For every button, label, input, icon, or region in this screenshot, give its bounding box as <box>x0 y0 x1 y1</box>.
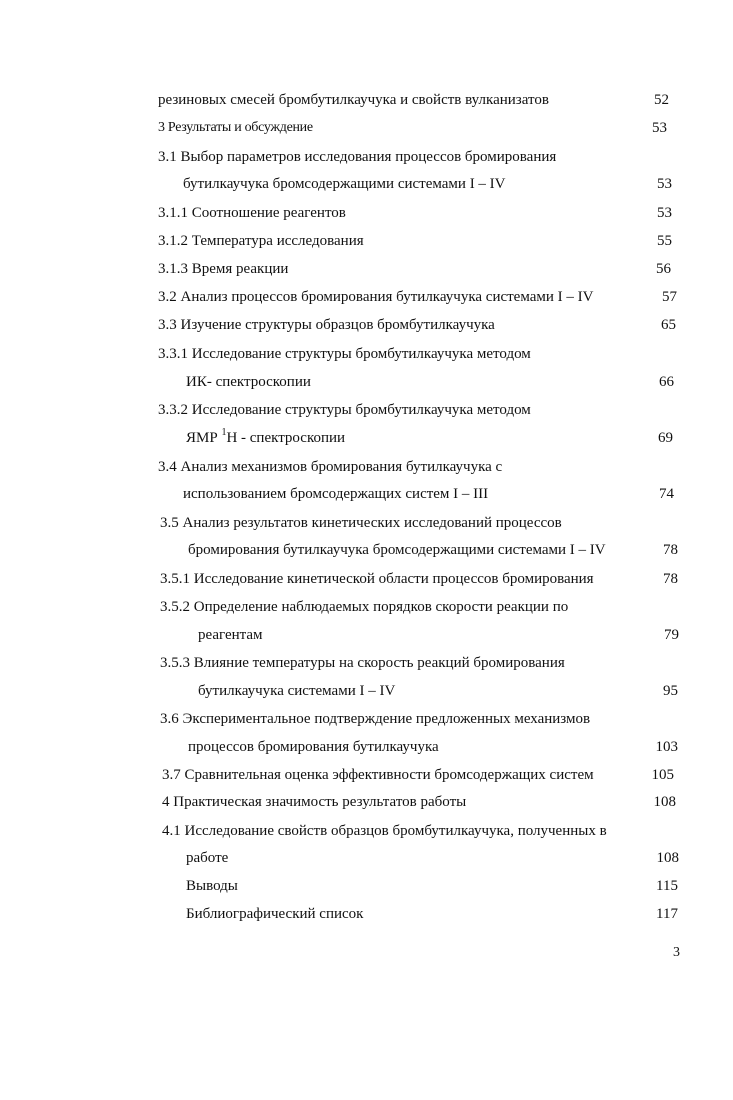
toc-entry-text: 3.5.1 Исследование кинетической области процессов бромирования <box>160 571 594 587</box>
toc-entry-page: 78 <box>663 571 678 587</box>
toc-entry-superscript: 1 <box>221 427 227 438</box>
toc-entry-text: 3.2 Анализ процессов бромирования бутилкаучука системами I – IV <box>158 289 594 305</box>
toc-entry-text: 3.5 Анализ результатов кинетических исследований процессов <box>160 515 562 531</box>
toc-entry-text: 3.1.1 Соотношение реагентов <box>158 205 346 221</box>
toc-entry-page: 115 <box>656 878 678 894</box>
toc-entry <box>0 623 733 647</box>
toc-entry <box>0 172 733 196</box>
toc-entry-text: 3.3.1 Исследование структуры бромбутилкаучука методом <box>158 346 531 362</box>
toc-entry-text: реагентам <box>198 627 263 643</box>
toc-entry-text: Выводы <box>186 878 238 894</box>
toc-entry <box>0 874 733 898</box>
toc-entry-text: бромирования бутилкаучука бромсодержащими системами I – IV <box>188 542 606 558</box>
toc-entry-text: 3.1.3 Время реакции <box>158 261 289 277</box>
toc-entry-text: работе <box>186 850 229 866</box>
toc-entry <box>0 482 733 506</box>
toc-entry-text: 3.3.2 Исследование структуры бромбутилкаучука методом <box>158 402 531 418</box>
toc-entry <box>0 511 733 535</box>
toc-entry-page: 52 <box>654 92 669 108</box>
toc-entry-page: 65 <box>661 317 676 333</box>
toc-entry <box>0 229 733 253</box>
toc-entry <box>0 679 733 703</box>
toc-entry <box>0 88 733 112</box>
toc-entry-text: ИК- спектроскопии <box>186 374 311 390</box>
toc-entry <box>0 819 733 843</box>
toc-entry-text: бутилкаучука системами I – IV <box>198 683 396 699</box>
toc-entry-page: 79 <box>664 627 679 643</box>
toc-entry-text: бутилкаучука бромсодержащими системами I – IV <box>183 176 506 192</box>
toc-entry <box>0 651 733 675</box>
toc-entry-page: 53 <box>657 205 672 221</box>
toc-entry-page: 56 <box>656 261 671 277</box>
toc-entry-text: 3.1.2 Температура исследования <box>158 233 364 249</box>
toc-entry-text: 3.4 Анализ механизмов бромирования бутилкаучука с <box>158 459 503 475</box>
toc-entry <box>0 595 733 619</box>
toc-entry-text-prefix: ЯМР <box>186 430 222 446</box>
toc-entry-text <box>186 426 345 450</box>
toc-entry-text: резиновых смесей бромбутилкаучука и свойств вулканизатов <box>158 92 549 108</box>
toc-entry-page: 69 <box>658 430 673 446</box>
toc-entry-page: 95 <box>663 683 678 699</box>
toc-entry-text: процессов бромирования бутилкаучука <box>188 739 439 755</box>
toc-entry-text: 3.5.2 Определение наблюдаемых порядков скорости реакции по <box>160 599 569 615</box>
toc-entry <box>0 426 733 450</box>
toc-entry <box>0 790 733 814</box>
toc-entry-text: использованием бромсодержащих систем I – III <box>183 486 489 502</box>
toc-entry-text: 3.3 Изучение структуры образцов бромбутилкаучука <box>158 317 495 333</box>
page-number: 3 <box>673 945 680 960</box>
toc-entry-page: 117 <box>656 906 678 922</box>
toc-entry-text: 3.6 Экспериментальное подтверждение предложенных механизмов <box>160 711 591 727</box>
toc-entry-text: Библиографический список <box>186 906 364 922</box>
toc-entry <box>0 342 733 366</box>
toc-entry-page: 53 <box>652 120 667 136</box>
toc-entry <box>0 313 733 337</box>
toc-entry-text: 3.7 Сравнительная оценка эффективности бромсодержащих систем <box>162 767 594 783</box>
toc-entry <box>0 538 733 562</box>
toc-entry <box>0 735 733 759</box>
toc-entry-text-suffix: Н - спектроскопии <box>226 430 346 446</box>
toc-entry <box>0 398 733 422</box>
toc-entry-page: 78 <box>663 542 678 558</box>
toc-entry <box>0 763 733 787</box>
toc-entry-page: 103 <box>655 739 678 755</box>
toc-entry <box>0 567 733 591</box>
toc-entry-page: 66 <box>659 374 674 390</box>
toc-entry-page: 57 <box>662 289 677 305</box>
toc-entry-page: 74 <box>659 486 674 502</box>
toc-entry-page: 108 <box>656 850 679 866</box>
toc-entry <box>0 257 733 281</box>
toc-entry-text: 3.1 Выбор параметров исследования процессов бромирования <box>158 149 557 165</box>
toc-entry-text: 3.5.3 Влияние температуры на скорость реакций бромирования <box>160 655 565 671</box>
toc-entry-page: 55 <box>657 233 672 249</box>
toc-entry <box>0 370 733 394</box>
toc-entry <box>0 201 733 225</box>
toc-entry-page: 108 <box>653 794 676 810</box>
toc-entry <box>0 145 733 169</box>
toc-entry <box>0 902 733 926</box>
toc-entry-page: 105 <box>651 767 674 783</box>
toc-entry-text: 4.1 Исследование свойств образцов бромбутилкаучука, полученных в <box>162 823 607 839</box>
toc-entry <box>0 707 733 731</box>
toc-entry-text: 3 Результаты и обсуждение <box>158 120 313 135</box>
toc-entry <box>0 846 733 870</box>
toc-entry <box>0 455 733 479</box>
toc-entry <box>0 285 733 309</box>
toc-entry-page: 53 <box>657 176 672 192</box>
toc-entry <box>0 116 733 140</box>
toc-entry-text: 4 Практическая значимость результатов работы <box>162 794 467 810</box>
